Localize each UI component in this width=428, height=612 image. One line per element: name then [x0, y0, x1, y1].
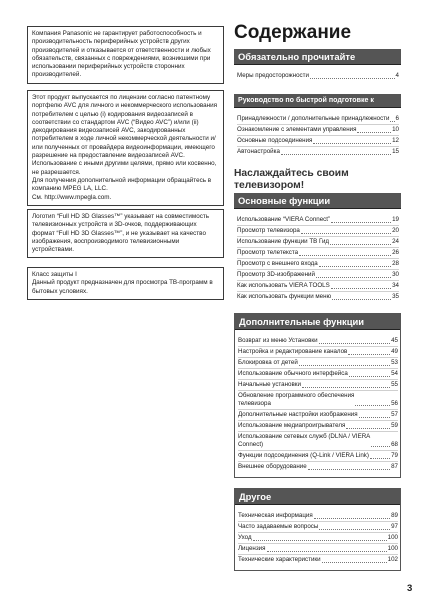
page-title: Содержание: [234, 22, 352, 43]
dot-leader: [267, 551, 387, 552]
toc-entry-title: Внешнее оборудование: [238, 463, 307, 470]
toc-entry-page: 97: [391, 523, 398, 530]
toc-entry[interactable]: [238, 511, 398, 522]
toc-entry-page: 55: [391, 381, 398, 388]
toc-entry-page: 34: [392, 282, 399, 289]
toc-list-quick-start: [234, 108, 401, 162]
toc-list-advanced: [235, 330, 400, 477]
section-other: [234, 488, 401, 571]
toc-list-other: [235, 505, 400, 570]
section-heading-basic: Основные функции: [234, 193, 401, 209]
dot-leader: [359, 417, 391, 418]
toc-entry[interactable]: [238, 358, 398, 369]
toc-entry-page: 79: [391, 452, 398, 459]
toc-entry[interactable]: [237, 226, 399, 237]
section-quick-start: [234, 94, 401, 162]
toc-entry[interactable]: [238, 555, 398, 565]
toc-entry[interactable]: [238, 432, 398, 451]
toc-entry[interactable]: [238, 522, 398, 533]
dot-leader: [302, 387, 390, 388]
toc-entry-page: 45: [391, 337, 398, 344]
toc-entry-page: 53: [391, 359, 398, 366]
toc-entry[interactable]: [237, 71, 399, 81]
toc-entry[interactable]: [238, 391, 398, 410]
toc-entry[interactable]: [238, 347, 398, 358]
dot-leader: [301, 233, 391, 234]
toc-entry[interactable]: [237, 215, 399, 226]
toc-entry-page: 28: [392, 260, 399, 267]
3d-glasses-notice: [27, 209, 224, 258]
dot-leader: [310, 78, 395, 79]
toc-entry-title: Принадлежности / дополнительные принадлежности: [237, 115, 390, 122]
toc-entry-title: Технические характеристики: [238, 556, 321, 563]
toc-entry-page: 57: [391, 411, 398, 418]
dot-leader: [308, 469, 390, 470]
toc-entry-page: 20: [392, 227, 399, 234]
toc-entry-title: Техническая информация: [238, 512, 313, 519]
toc-entry-page: 10: [392, 126, 399, 133]
toc-entry-title: Использование сетевых служб (DLNA / VIERA Connect): [238, 433, 371, 448]
toc-entry[interactable]: [238, 533, 398, 544]
avc-license-text: Этот продукт выпускается по лицензии согласно патентному портфелю AVC для личного и некоммерческого использования потребителем с целью (i) кодирования видеозаписей в соответствии со стандартом AVC (“Видео AVC”) и/или (ii) декодирования видеозаписей AVC, закодированных потребителем в ходе личной некоммерческой деятельности и/или полученных от провайдера видеоинформации, имеющего разрешение на предоставление видеозаписей AVC. Использование с иными другими целями, прямо или косвенно, не разрешается. Для получения дополнительной информации обращайтесь в компанию MPEG LA, LLC. См. http://www.mpegla.com.: [32, 94, 218, 201]
toc-entry-page: 100: [387, 545, 398, 552]
toc-entry-title: Часто задаваемые вопросы: [238, 523, 319, 530]
toc-entry-title: Использование функции ТВ Гид: [237, 238, 330, 245]
toc-entry[interactable]: [237, 259, 399, 270]
toc-entry[interactable]: [237, 237, 399, 248]
toc-entry-page: 15: [392, 148, 399, 155]
toc-entry-title: Лицензия: [238, 545, 266, 552]
toc-entry-title: Использование обычного интерфейса: [238, 370, 348, 377]
dot-leader: [390, 121, 394, 122]
toc-entry[interactable]: [237, 125, 399, 136]
toc-entry[interactable]: [237, 136, 399, 147]
toc-entry-title: Меры предосторожности: [237, 72, 309, 79]
dot-leader: [313, 143, 391, 144]
dot-leader: [371, 446, 390, 447]
dot-leader: [281, 154, 391, 155]
toc-entry-page: 6: [395, 115, 399, 122]
toc-entry[interactable]: [238, 380, 398, 391]
toc-entry[interactable]: [238, 421, 398, 432]
table-of-contents: [234, 22, 401, 571]
section-advanced: [234, 313, 401, 478]
dot-leader: [322, 562, 387, 563]
dot-leader: [299, 365, 390, 366]
toc-entry-page: 100: [387, 534, 398, 541]
toc-entry-page: 59: [391, 422, 398, 429]
avc-license-notice: [27, 90, 224, 206]
toc-entry-page: 4: [395, 72, 399, 79]
toc-entry-title: Начальные установки: [238, 381, 301, 388]
toc-entry-page: 54: [391, 370, 398, 377]
toc-entry-title: Как использовать VIERA TOOLS: [237, 282, 330, 289]
section-heading-other: Другое: [235, 489, 400, 505]
toc-entry-page: 12: [392, 137, 399, 144]
dot-leader: [348, 354, 390, 355]
toc-entry[interactable]: [238, 410, 398, 421]
protection-class-text: Класс защиты I Данный продукт предназначен для просмотра ТВ-программ в бытовых условиях.: [32, 271, 213, 295]
3d-glasses-text: Логотип “Full HD 3D Glasses™” указывает на совместимость телевизионных устройств и 3D-очков, поддерживающих формат “Full HD 3D Glasses™”, и не указывает на качество изображения, воспроизводимого телевизионными устройствами.: [32, 213, 210, 254]
toc-entry-page: 68: [391, 441, 398, 448]
toc-entry-page: 102: [387, 556, 398, 563]
toc-entry-title: Просмотр с внешнего входа: [237, 260, 318, 267]
toc-entry-page: 24: [392, 238, 399, 245]
section-heading-must-read: Обязательно прочитайте: [234, 49, 401, 65]
toc-entry-title: Блокировка от детей: [238, 359, 298, 366]
toc-entry-page: 35: [392, 293, 399, 300]
toc-list-basic: [234, 209, 401, 307]
toc-entry-title: Просмотр телевизора: [237, 227, 300, 234]
toc-entry[interactable]: [237, 270, 399, 281]
dot-leader: [319, 343, 391, 344]
page-number: 3: [407, 583, 413, 594]
toc-entry-page: 87: [391, 463, 398, 470]
toc-entry[interactable]: [238, 544, 398, 555]
dot-leader: [349, 376, 390, 377]
dot-leader: [355, 405, 390, 406]
dot-leader: [332, 299, 391, 300]
dot-leader: [330, 244, 391, 245]
dot-leader: [299, 255, 391, 256]
toc-entry-title: Просмотр телетекста: [237, 249, 299, 256]
dot-leader: [314, 518, 390, 519]
toc-list-must-read: [234, 65, 401, 86]
toc-entry-page: 56: [391, 400, 398, 407]
section-heading-quick-start: Руководство по быстрой подготовке к эксплуатации: [234, 94, 401, 108]
toc-entry-title: Настройка и редактирование каналов: [238, 348, 348, 355]
toc-entry-page: 89: [391, 512, 398, 519]
toc-entry[interactable]: [238, 369, 398, 380]
toc-entry-page: 30: [392, 271, 399, 278]
toc-entry-page: 26: [392, 249, 399, 256]
toc-entry-title: Основные подсоединения: [237, 137, 313, 144]
dot-leader: [319, 529, 390, 530]
dot-leader: [331, 288, 391, 289]
toc-entry-title: Автонастройка: [237, 148, 280, 155]
toc-entry-title: Уход: [238, 534, 252, 541]
disclaimer-text: Компания Panasonic не гарантирует работоспособность и производительность периферийных устройств других производителей и отказывается от ответственности и любых обязательств, связанных с повреждениями, возникшими при использовании периферийных устройств сторонних производителей.: [32, 30, 211, 79]
disclaimer-notice: [27, 26, 224, 84]
toc-entry-title: Использование медиапроигрывателя: [238, 422, 346, 429]
dot-leader: [370, 458, 390, 459]
toc-entry-page: 19: [392, 216, 399, 223]
toc-entry[interactable]: [237, 114, 399, 125]
enjoy-heading: Наслаждайтесь своим телевизором!: [234, 168, 349, 191]
toc-entry[interactable]: [238, 462, 398, 472]
toc-entry-title: Дополнительные настройки изображения: [238, 411, 358, 418]
protection-class-notice: [27, 267, 224, 300]
dot-leader: [316, 277, 391, 278]
toc-entry-title: Ознакомление с элементами управления: [237, 126, 357, 133]
toc-entry-title: Возврат из меню Установки: [238, 337, 318, 344]
dot-leader: [357, 132, 391, 133]
dot-leader: [331, 222, 391, 223]
toc-entry-title: Обновление программного обеспечения телевизора: [238, 392, 355, 407]
toc-entry[interactable]: [237, 292, 399, 302]
dot-leader: [319, 266, 391, 267]
section-heading-advanced: Дополнительные функции: [235, 314, 400, 330]
toc-entry[interactable]: [237, 147, 399, 157]
toc-entry-title: Просмотр 3D-изображений: [237, 271, 315, 278]
toc-entry[interactable]: [238, 336, 398, 347]
toc-entry[interactable]: [237, 248, 399, 259]
toc-entry-title: Функции подсоединения (Q-Link / VIERA Link): [238, 452, 369, 459]
dot-leader: [253, 540, 387, 541]
toc-entry-page: 49: [391, 348, 398, 355]
toc-entry-title: Как использовать функции меню: [237, 293, 332, 300]
toc-entry-title: Использование “VIERA Connect”: [237, 216, 331, 223]
dot-leader: [346, 428, 390, 429]
toc-entry[interactable]: [237, 281, 399, 292]
toc-entry[interactable]: [238, 451, 398, 462]
